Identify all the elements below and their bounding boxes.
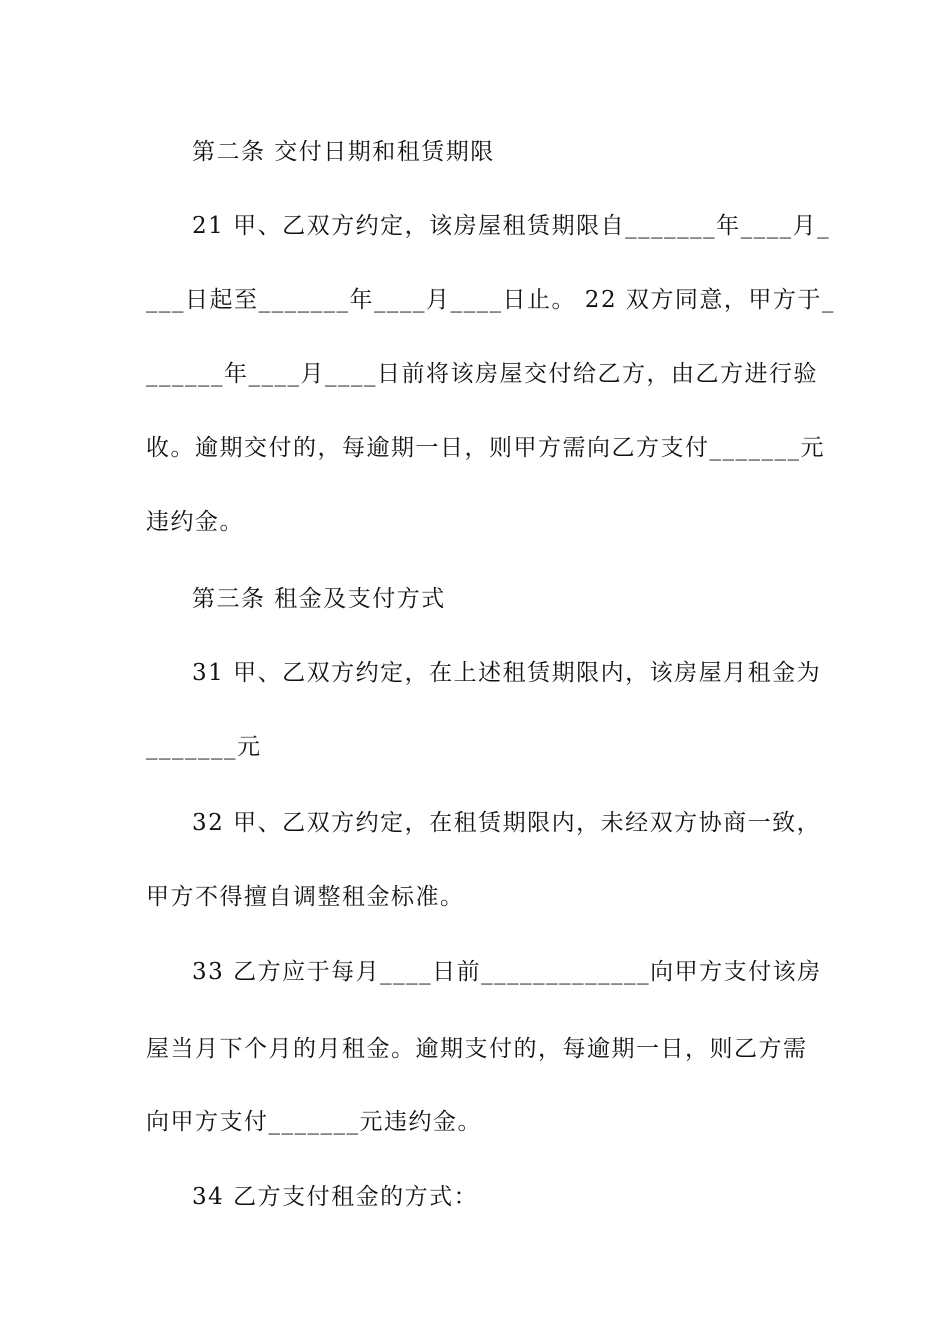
article-3-heading: 第三条 租金及支付方式: [192, 586, 446, 612]
paragraph-line: _______元: [146, 734, 262, 760]
paragraph-line: 违约金。: [146, 509, 244, 535]
paragraph-line: 34 乙方支付租金的方式：: [192, 1184, 479, 1210]
paragraph-line: ___日起至_______年____月____日止。 22 双方同意，甲方于_: [146, 287, 835, 313]
article-2-heading: 第二条 交付日期和租赁期限: [192, 139, 495, 165]
paragraph-line: 屋当月下个月的月租金。逾期支付的，每逾期一日，则乙方需: [146, 1036, 808, 1062]
paragraph-line: 21 甲、乙双方约定，该房屋租赁期限自_______年____月_: [192, 213, 831, 239]
paragraph-line: 33 乙方应于每月____日前_____________向甲方支付该房: [192, 959, 822, 985]
paragraph-line: ______年____月____日前将该房屋交付给乙方，由乙方进行验: [146, 361, 818, 387]
paragraph-line: 甲方不得擅自调整租金标准。: [146, 884, 465, 910]
paragraph-line: 收。逾期交付的，每逾期一日，则甲方需向乙方支付_______元: [146, 435, 825, 461]
paragraph-line: 31 甲、乙双方约定，在上述租赁期限内，该房屋月租金为: [192, 660, 822, 686]
paragraph-line: 32 甲、乙双方约定，在租赁期限内，未经双方协商一致，: [192, 810, 822, 836]
paragraph-line: 向甲方支付_______元违约金。: [146, 1109, 482, 1135]
